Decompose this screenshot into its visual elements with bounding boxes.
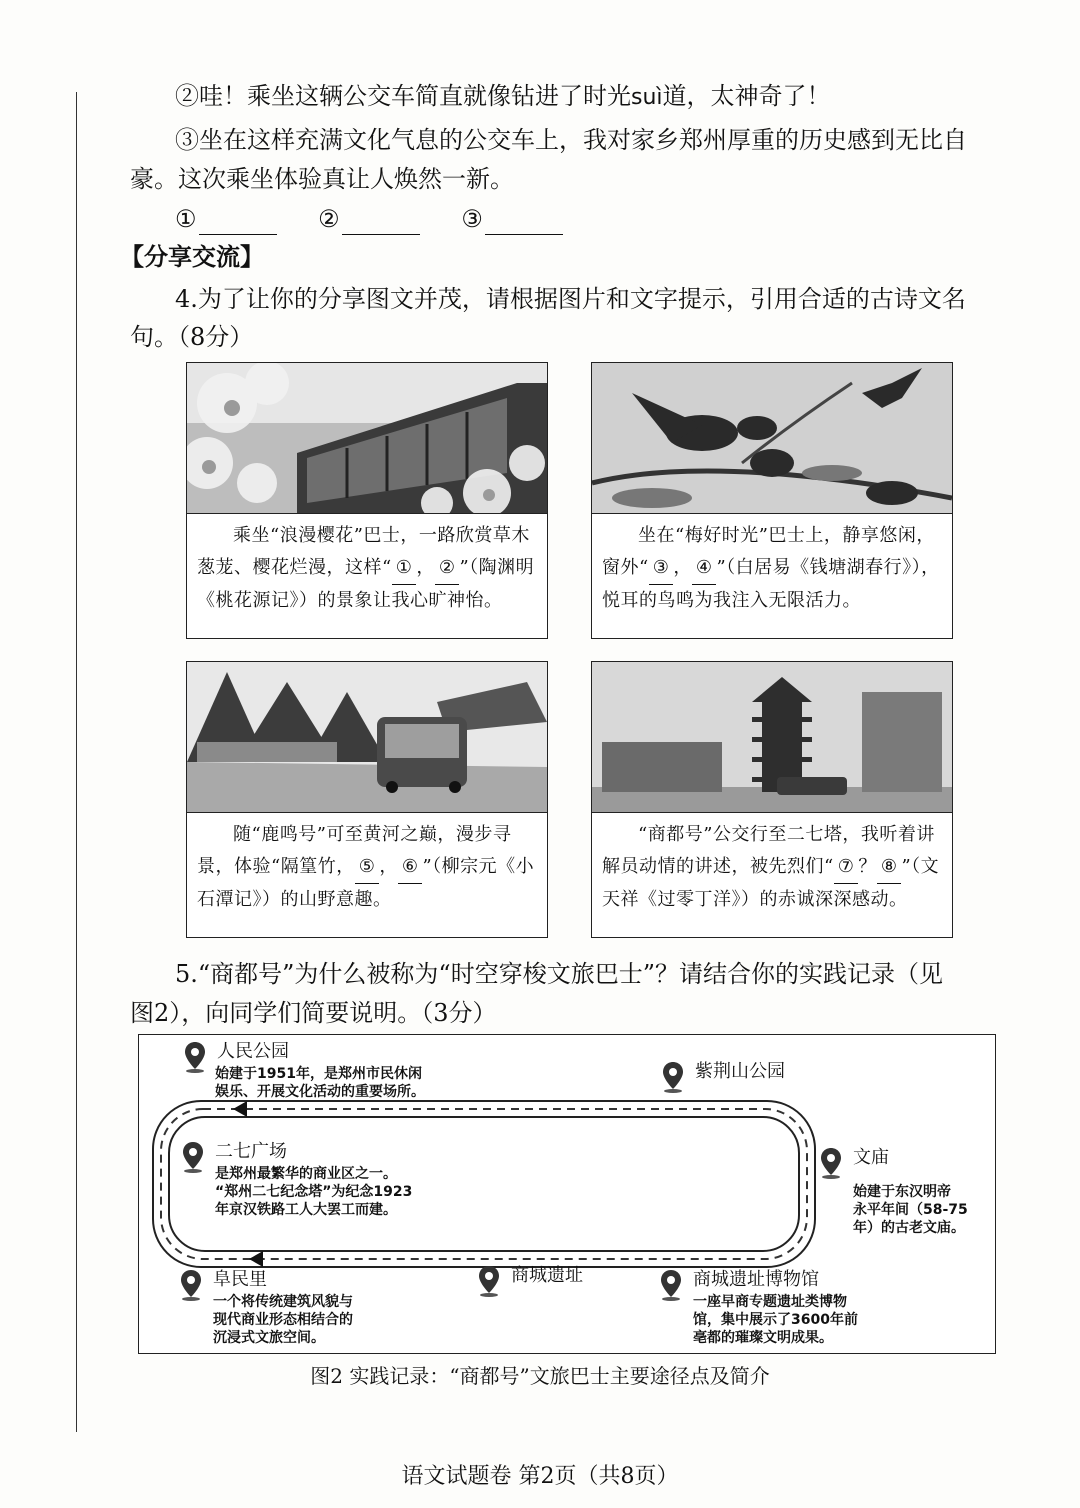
- answer-slot-4[interactable]: ④: [692, 552, 717, 585]
- caption-2-text: 坐在“梅好时光”巴士上，静享悠闲，窗外“: [602, 525, 935, 578]
- caption-2-source: ”（白居易《钱塘湖春行》），悦耳的鸟鸣为我注入无限活力。: [602, 557, 940, 611]
- location-pin-icon: [181, 1141, 205, 1173]
- caption-4-sep: ？: [858, 856, 877, 877]
- stop-name: 商城遗址: [511, 1265, 583, 1286]
- page-footer: 语文试题卷 第2页（共8页）: [401, 1464, 679, 1489]
- location-pin-icon: [661, 1061, 685, 1093]
- q3-sentence-2: [175, 80, 831, 114]
- stop-desc-line: 馆，集中展示了3600年前: [693, 1312, 858, 1328]
- section-title: 【分享交流】: [120, 242, 264, 271]
- pinyin-sui: suì: [631, 85, 663, 110]
- location-pin-icon: [477, 1265, 501, 1297]
- stop-desc-line: 是郑州最繁华的商业区之一。: [215, 1166, 397, 1182]
- stop-desc-line: 沉浸式文旅空间。: [213, 1330, 325, 1346]
- location-pin-icon: [183, 1041, 207, 1073]
- card-swallows: [591, 362, 953, 639]
- photo-cherry-blossom-bus: [187, 363, 547, 514]
- stop-desc-line: 始建于1951年，是郑州市民休闲: [215, 1066, 422, 1082]
- q5-prompt-cont: 图2），向同学们简要说明。（3分）: [130, 999, 497, 1027]
- answer-slot-1[interactable]: ①: [392, 552, 417, 585]
- stop-desc-line: 亳都的璀璨文明成果。: [693, 1330, 833, 1346]
- answer-slot-2[interactable]: ②: [435, 552, 460, 585]
- stop-name: 二七广场: [215, 1141, 287, 1162]
- stop-desc-line: 一个将传统建筑风貌与: [213, 1294, 353, 1310]
- blank-label-1: ①: [175, 205, 197, 233]
- stop-desc-line: 年）的古老文庙。: [853, 1220, 965, 1236]
- q3-answer-blanks: [175, 203, 597, 235]
- answer-slot-8[interactable]: ⑧: [877, 851, 902, 884]
- caption-1-sep: ，: [416, 557, 435, 578]
- stop-desc-line: “郑州二七纪念塔”为纪念1923: [215, 1184, 413, 1200]
- figure-2-caption: 图2 实践记录：“商都号”文旅巴士主要途径点及简介: [310, 1364, 770, 1388]
- q4-prompt-cont: 句。（8分）: [130, 323, 254, 351]
- stop-desc-line: 年京汉铁路工人大罢工而建。: [215, 1202, 397, 1218]
- stop-name: 阜民里: [213, 1269, 267, 1290]
- caption-3-source: ”（柳宗元《小石潭记》）的山野意趣。: [197, 856, 535, 910]
- stop-desc-line: 娱乐、开展文化活动的重要场所。: [215, 1084, 425, 1100]
- card-caption-1: [187, 514, 547, 638]
- q3-sentence-2-part2: 道，太神奇了！: [662, 82, 831, 110]
- answer-blank-2[interactable]: [342, 210, 420, 235]
- answer-slot-5[interactable]: ⑤: [355, 851, 380, 884]
- route-map: [138, 1034, 996, 1354]
- stop-desc-line: 一座早商专题遗址类博物: [693, 1294, 847, 1310]
- binding-margin-line: [76, 92, 77, 1432]
- card-caption-3: [187, 813, 547, 937]
- location-pin-icon: [659, 1269, 683, 1301]
- stop-name: 人民公园: [217, 1041, 289, 1062]
- q3-sentence-2-part1: ②哇！乘坐这辆公交车简直就像钻进了时光: [175, 82, 631, 110]
- card-caption-2: [592, 514, 952, 638]
- caption-1-text: 乘坐“浪漫樱花”巴士，一路欣赏草木葱茏、樱花烂漫，这样“: [197, 525, 530, 578]
- photo-luming-bus-road: [187, 662, 547, 813]
- card-luming-bus: [186, 661, 548, 938]
- location-pin-icon: [179, 1269, 203, 1301]
- route-arrow-bottom: [249, 1251, 263, 1267]
- answer-blank-3[interactable]: [485, 210, 563, 235]
- route-arrow-left: [233, 1101, 247, 1117]
- caption-1-source: ”（陶渊明《桃花源记》）的景象让我心旷神怡。: [197, 557, 535, 611]
- stop-desc-line: 现代商业形态相结合的: [213, 1312, 353, 1328]
- caption-4-source: ”（文天祥《过零丁洋》）的赤诚深深感动。: [602, 856, 940, 910]
- caption-4-text: “商都号”公交行至二七塔，我听着讲解员动情的讲述，被先烈们“: [602, 824, 935, 877]
- answer-slot-7[interactable]: ⑦: [834, 851, 859, 884]
- blank-label-2: ②: [318, 205, 340, 233]
- stop-name: 商城遗址博物馆: [693, 1269, 819, 1290]
- q5-prompt: 5.“商都号”为什么被称为“时空穿梭文旅巴士”？请结合你的实践记录（见: [175, 960, 943, 988]
- caption-3-text: 随“鹿鸣号”可至黄河之巅，漫步寻景，体验“隔篁竹，: [197, 824, 512, 877]
- answer-blank-1[interactable]: [199, 210, 277, 235]
- q3-sentence-3-cont: 豪。这次乘坐体验真让人焕然一新。: [130, 165, 514, 193]
- answer-slot-3[interactable]: ③: [649, 552, 674, 585]
- card-erqi-tower: [591, 661, 953, 938]
- stop-name: 紫荆山公园: [695, 1061, 785, 1082]
- q3-sentence-3: ③坐在这样充满文化气息的公交车上，我对家乡郑州厚重的历史感到无比自: [175, 126, 967, 154]
- location-pin-icon: [819, 1147, 843, 1179]
- card-cherry-bus: [186, 362, 548, 639]
- blank-label-3: ③: [461, 205, 483, 233]
- caption-3-sep: ，: [379, 856, 398, 877]
- photo-swallows-on-branch: [592, 363, 952, 514]
- photo-erqi-tower: [592, 662, 952, 813]
- card-caption-4: [592, 813, 952, 937]
- answer-slot-6[interactable]: ⑥: [398, 851, 423, 884]
- q4-prompt: 4.为了让你的分享图文并茂，请根据图片和文字提示，引用合适的古诗文名: [175, 285, 966, 313]
- stop-desc-line: 始建于东汉明帝: [853, 1184, 951, 1200]
- stop-desc-line: 永平年间（58-75: [853, 1202, 968, 1218]
- caption-2-sep: ，: [673, 557, 692, 578]
- stop-name: 文庙: [853, 1147, 889, 1168]
